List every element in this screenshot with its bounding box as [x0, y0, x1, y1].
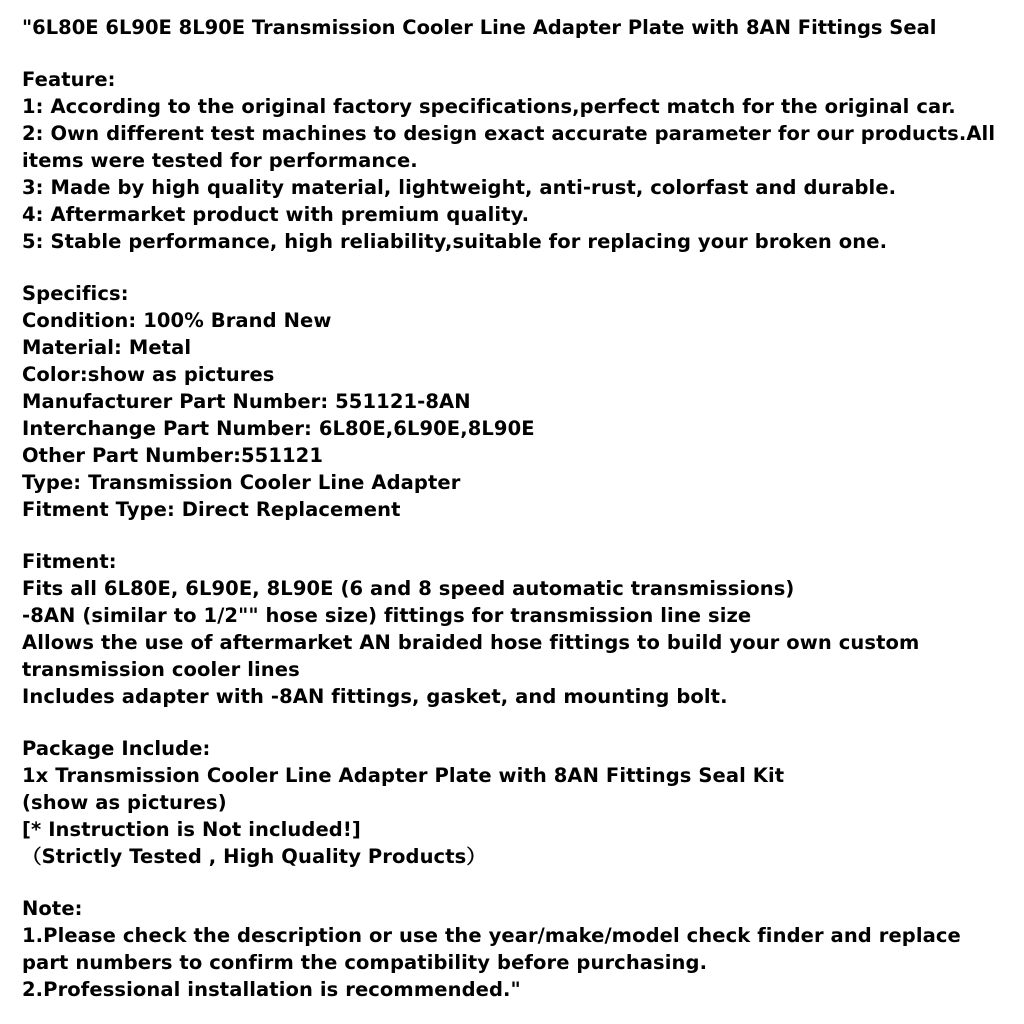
section-line: Type: Transmission Cooler Line Adapter [22, 471, 461, 494]
section-line: [* Instruction is Not included!] [22, 818, 361, 841]
section-line: -8AN (similar to 1/2"" hose size) fittings for transmission line size [22, 604, 752, 627]
section-line: Color:show as pictures [22, 363, 275, 386]
section-package-include [22, 735, 1002, 870]
spacer [22, 523, 1002, 548]
section-heading: Feature: [22, 68, 116, 91]
section-note [22, 895, 1002, 1003]
section-fitment [22, 548, 1002, 710]
spacer [22, 870, 1002, 895]
section-line: Fits all 6L80E, 6L90E, 8L90E (6 and 8 speed automatic transmissions) [22, 577, 795, 600]
section-line: Manufacturer Part Number: 551121-8AN [22, 390, 471, 413]
section-line: Material: Metal [22, 336, 192, 359]
page-title: "6L80E 6L90E 8L90E Transmission Cooler Line Adapter Plate with 8AN Fittings Seal [22, 16, 937, 39]
section-line: 1.Please check the description or use the year/make/model check finder and replace part numbers to confirm the compatibility before purchasing. [22, 924, 968, 974]
section-line: Condition: 100% Brand New [22, 309, 332, 332]
spacer [22, 255, 1002, 280]
section-line: Allows the use of aftermarket AN braided hose fittings to build your own custom transmission cooler lines [22, 631, 927, 681]
section-line: 3: Made by high quality material, lightweight, anti-rust, colorfast and durable. [22, 176, 897, 199]
section-heading: Fitment: [22, 550, 117, 573]
section-line: Fitment Type: Direct Replacement [22, 498, 401, 521]
section-heading: Specifics: [22, 282, 129, 305]
section-line: 5: Stable performance, high reliability,suitable for replacing your broken one. [22, 230, 888, 253]
section-line: 2: Own different test machines to design exact accurate parameter for our products.All items were tested for performance. [22, 122, 1002, 172]
spacer [22, 41, 1002, 66]
section-specifics [22, 280, 1002, 523]
section-feature [22, 66, 1002, 255]
section-line: 1: According to the original factory specifications,perfect match for the original car. [22, 95, 956, 118]
section-line: Interchange Part Number: 6L80E,6L90E,8L90E [22, 417, 535, 440]
spacer [22, 710, 1002, 735]
section-line: 2.Professional installation is recommended." [22, 978, 521, 1001]
section-line: Other Part Number:551121 [22, 444, 323, 467]
section-line: (show as pictures) [22, 791, 227, 814]
section-line: Includes adapter with -8AN fittings, gasket, and mounting bolt. [22, 685, 728, 708]
section-line: （Strictly Tested , High Quality Products） [22, 845, 486, 868]
section-line: 1x Transmission Cooler Line Adapter Plate with 8AN Fittings Seal Kit [22, 764, 785, 787]
section-heading: Package Include: [22, 737, 211, 760]
section-line: 4: Aftermarket product with premium quality. [22, 203, 530, 226]
section-heading: Note: [22, 897, 83, 920]
